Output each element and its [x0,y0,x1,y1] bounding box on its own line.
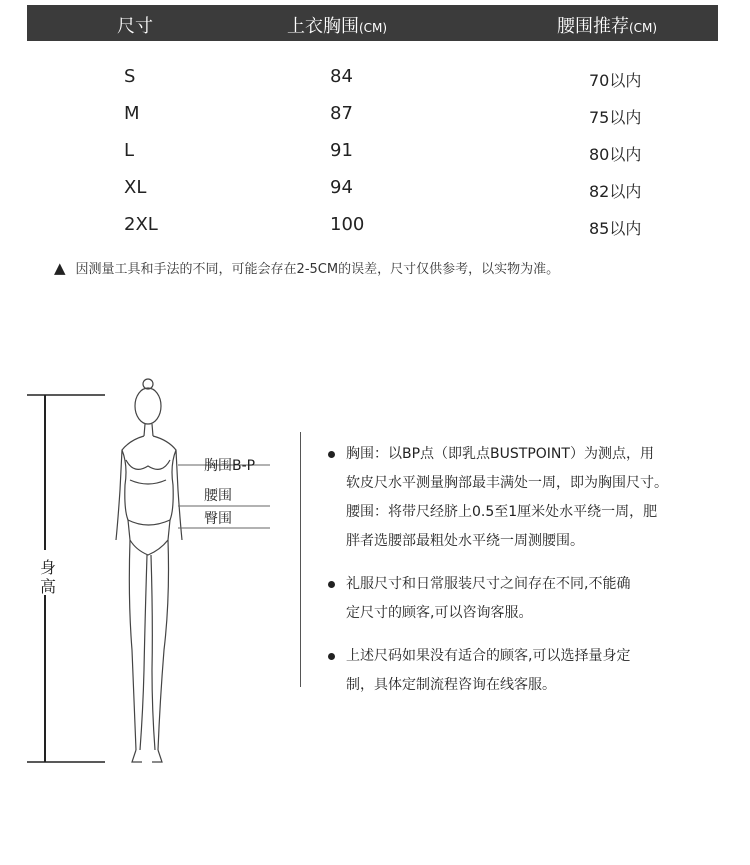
cell-waist: 82以内 [589,182,642,201]
cell-waist: 70以内 [589,71,642,90]
cell-waist: 75以内 [589,108,642,127]
table-row [0,212,750,242]
cell-waist: 80以内 [589,145,642,164]
table-row [0,138,750,168]
bust-label: 胸围B-P [204,458,256,474]
bullet-line: 上述尺码如果没有适合的顾客,可以选择量身定 [346,648,631,664]
list-item [328,570,718,628]
cell-bust: 87 [330,103,353,124]
cell-size: XL [124,177,147,198]
measurement-note [54,258,559,277]
table-row [0,101,750,131]
cell-bust: 100 [330,214,365,235]
bullet-line: 软皮尺水平测量胸部最丰满处一周，即为胸围尺寸。 [346,475,668,491]
header-bust-label: 上衣胸围 [287,16,359,37]
height-label-1: 身 [40,558,57,577]
cell-size: M [124,103,140,124]
bullet-line: 礼服尺寸和日常服装尺寸之间存在不同,不能确 [346,576,631,592]
header-waist-label: 腰围推荐 [557,16,629,37]
list-item [328,642,718,700]
cell-bust: 94 [330,177,353,198]
height-label-2: 高 [40,577,57,596]
table-row [0,64,750,94]
divider [300,432,301,687]
bullet-line: 胖者选腰部最粗处水平绕一周测腰围。 [346,533,584,549]
cell-size: S [124,66,136,87]
bullet-line: 腰围：将带尺经脐上0.5至1厘米处水平绕一周，肥 [346,504,658,520]
measurement-instructions [328,440,718,700]
header-waist [557,12,657,38]
table-header [27,5,718,41]
body-figure [0,370,300,790]
cell-size: 2XL [124,214,158,235]
table-row [0,175,750,205]
bullet-line: 胸围：以BP点（即乳点BUSTPOINT）为测点，用 [346,446,654,462]
waist-label: 腰围 [204,488,232,504]
header-waist-unit: (CM) [629,21,658,35]
hip-label: 臀围 [204,511,232,527]
cell-size: L [124,140,135,161]
header-bust-unit: (CM) [359,21,388,35]
cell-bust: 91 [330,140,353,161]
warning-icon: ▲ [54,259,66,277]
cell-bust: 84 [330,66,353,87]
header-bust [287,12,387,38]
cell-waist: 85以内 [589,219,642,238]
bullet-line: 制，具体定制流程咨询在线客服。 [346,677,556,693]
bullet-line: 定尺寸的顾客,可以咨询客服。 [346,605,533,621]
list-item [328,440,718,556]
header-size: 尺寸 [117,16,153,37]
note-text: 因测量工具和手法的不同，可能会存在2-5CM的误差，尺寸仅供参考，以实物为准。 [75,262,560,277]
